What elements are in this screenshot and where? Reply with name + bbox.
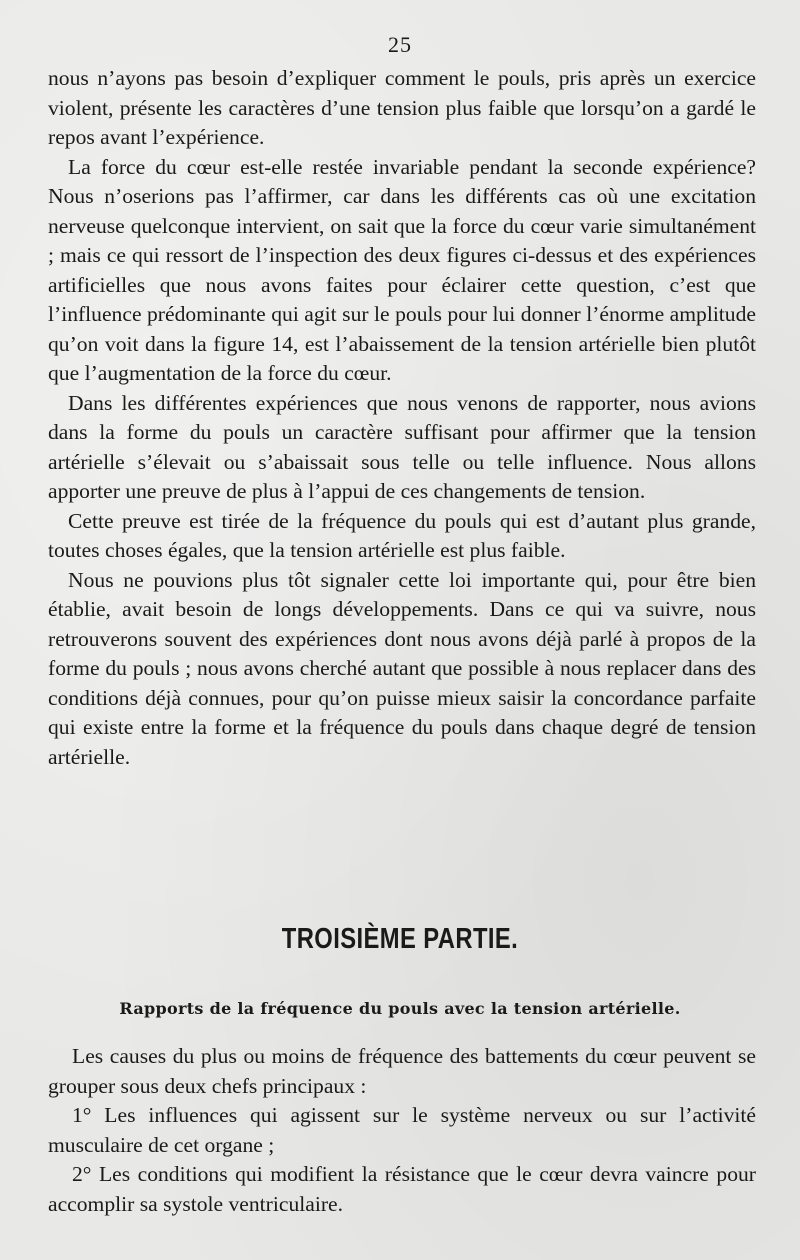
- list-item: 2° Les conditions qui modifient la résistance que le cœur devra vaincre pour accomplir sa systole ventriculaire.: [48, 1162, 756, 1216]
- body-text-top: [48, 64, 756, 772]
- paragraph: Dans les différentes expériences que nous venons de rapporter, nous avions dans la forme du pouls un caractère suffisant pour affirmer que la tension artérielle s’élevait ou s’abaissait sous telle ou telle influence. Nous allons apporter une preuve de plus à l’appui de ces changements de tension.: [48, 390, 756, 503]
- part-title: TROISIÈME PARTIE.: [281, 923, 519, 955]
- paragraph: La force du cœur est-elle restée invariable pendant la seconde expérience? Nous n’oserions pas l’affirmer, car dans les différents cas où une excitation nerveuse quelconque intervient, on sait que la force du cœur varie simultanément ; mais ce qui ressort de l’inspection des deux figures ci-dessus et des expériences artificielles que nous avons faites pour éclairer cette question, c’est que l’influence prédominante qui agit sur le pouls pour lui donner l’énorme amplitude qu’on voit dans la figure 14, est l’abaissement de la tension artérielle bien plutôt que l’augmentation de la force du cœur.: [48, 154, 756, 385]
- paragraph: Nous ne pouvions plus tôt signaler cette loi importante qui, pour être bien établie, avait besoin de longs développements. Dans ce qui va suivre, nous retrouverons souvent des expériences dont nous avons déjà parlé à propos de la forme du pouls ; nous avons cherché autant que possible à nous replacer dans des conditions déjà connues, pour qu’on puisse mieux saisir la concordance parfaite qui existe entre la forme et la fréquence du pouls dans chaque degré de tension artérielle.: [48, 567, 756, 769]
- paragraph: nous n’ayons pas besoin d’expliquer comment le pouls, pris après un exercice violent, présente les caractères d’une tension plus faible que lorsqu’on a gardé le repos avant l’expérience.: [48, 66, 756, 149]
- paragraph: Les causes du plus ou moins de fréquence des battements du cœur peuvent se grouper sous deux chefs principaux :: [48, 1044, 756, 1098]
- page-number: 25: [388, 32, 412, 57]
- section-title: Rapports de la fréquence du pouls avec la tension artérielle.: [119, 999, 681, 1018]
- paragraph: Cette preuve est tirée de la fréquence du pouls qui est d’autant plus grande, toutes choses égales, que la tension artérielle est plus faible.: [48, 508, 756, 562]
- body-text-bottom: [48, 1042, 756, 1219]
- list-item: 1° Les influences qui agissent sur le système nerveux ou sur l’activité musculaire de cet organe ;: [48, 1103, 756, 1157]
